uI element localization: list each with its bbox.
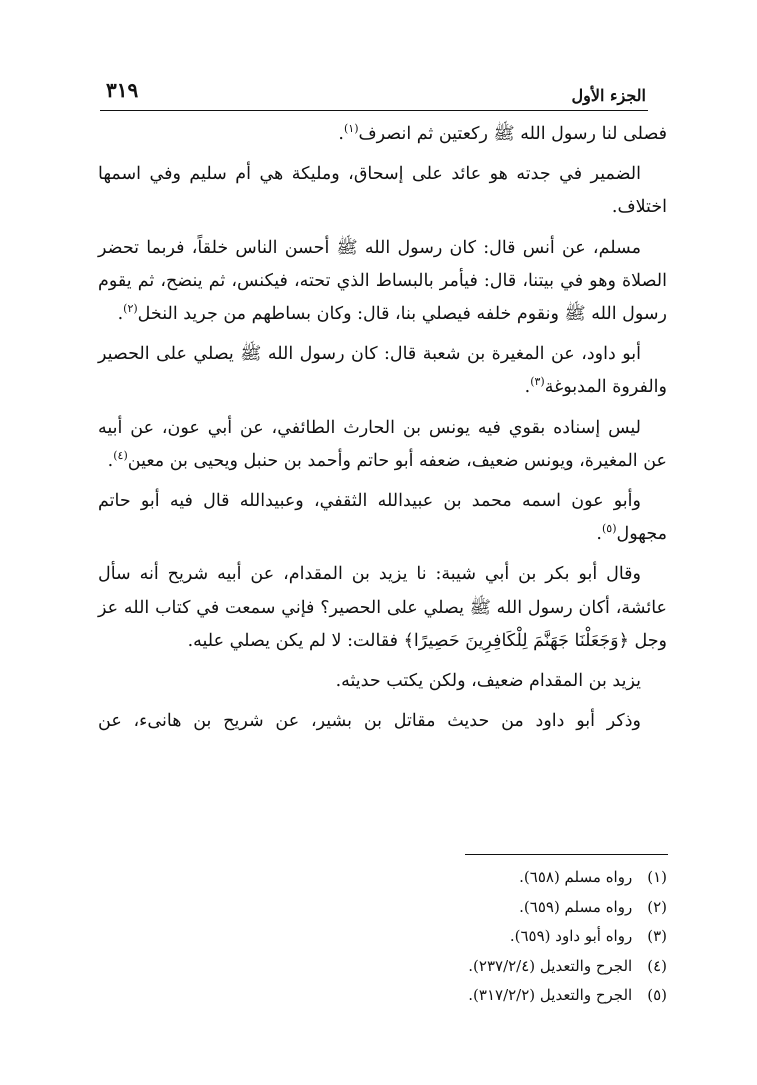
paragraph-7: وقال أبو بكر بن أبي شيبة: نا يزيد بن المقدام، عن أبيه شريح أنه سأل عائشة، أكان رسول الله ﷺ يصلي على الحصير؟ فإني سمعت في كتاب الله عز وجل ﴿وَجَعَلْنَا جَهَنَّمَ لِلْكَافِرِينَ حَصِيرًا﴾ فقالت: لا لم يكن يصلي عليه. [98,564,667,651]
footnote-ref-4: (٤) [113,449,128,462]
main-text [98,118,667,738]
paragraph-4: أبو داود، عن المغيرة بن شعبة قال: كان رسول الله ﷺ يصلي على الحصير والفروة المدبوغة$^{(٣)}$. [98,344,667,398]
footnote-ref-2: (٢) [123,302,138,316]
footnote-ref-5: (٥) [601,522,617,536]
paragraph-3: مسلم، عن أنس قال: كان رسول الله ﷺ أحسن الناس خلقاً، فربما تحضر الصلاة وهو في بيتنا، قال: فيأمر بالبساط الذي تحته، فيكنس، ثم ينضح، ثم يقوم رسول الله ﷺ ونقوم خلفه فيصلي بنا، قال: وكان بساطهم من جريد النخل$^{(٢)}$. [98,237,667,325]
paragraph-9: وذكر أبو داود من حديث مقاتل بن بشير، عن شريح بن هانىء، عن [98,711,641,732]
footnote-4: (٤) الجرح والتعديل (٢٣٧/٢/٤). [468,956,667,975]
page-number: ٣١٩ [106,78,139,102]
paragraph-8: يزيد بن المقدام ضعيف، ولكن يكتب حديثه. [335,671,641,692]
page-header [100,78,648,111]
footnote-separator [465,854,668,855]
quran-verse: ﴿وَجَعَلْنَا جَهَنَّمَ لِلْكَافِرِينَ حَصِيرًا﴾ [403,630,629,651]
footnote-ref-3: (٣) [530,375,545,389]
footnote-2: (٢) رواه مسلم (٦٥٩). [519,897,667,916]
footnote-1: (١) رواه مسلم (٦٥٨). [519,868,667,886]
paragraph-2: الضمير في جدته هو عائد على إسحاق، ومليكة هي أم سليم وفي اسمها اختلاف. [98,164,667,218]
paragraph-1: فصلى لنا رسول الله ﷺ ركعتين ثم انصرف$^{(١)}$. [338,122,667,144]
running-title: الجزء الأول [571,86,646,105]
footnote-ref-1: (١) [343,122,359,136]
footnotes [300,863,667,1011]
footnote-5: (٥) الجرح والتعديل (٣١٧/٢/٢). [468,986,667,1004]
footnote-3: (٣) رواه أبو داود (٦٥٩). [509,927,667,945]
paragraph-5: ليس إسناده بقوي فيه يونس بن الحارث الطائفي، عن أبي عون، عن أبيه عن المغيرة، ويونس ضعيف، ضعفه أبو حاتم وأحمد بن حنبل ويحيى بن معين$^{(٤)}$. [98,417,667,471]
paragraph-6: وأبو عون اسمه محمد بن عبيدالله الثقفي، وعبيدالله قال فيه أبو حاتم مجهول$^{(٥)}$. [98,491,667,545]
